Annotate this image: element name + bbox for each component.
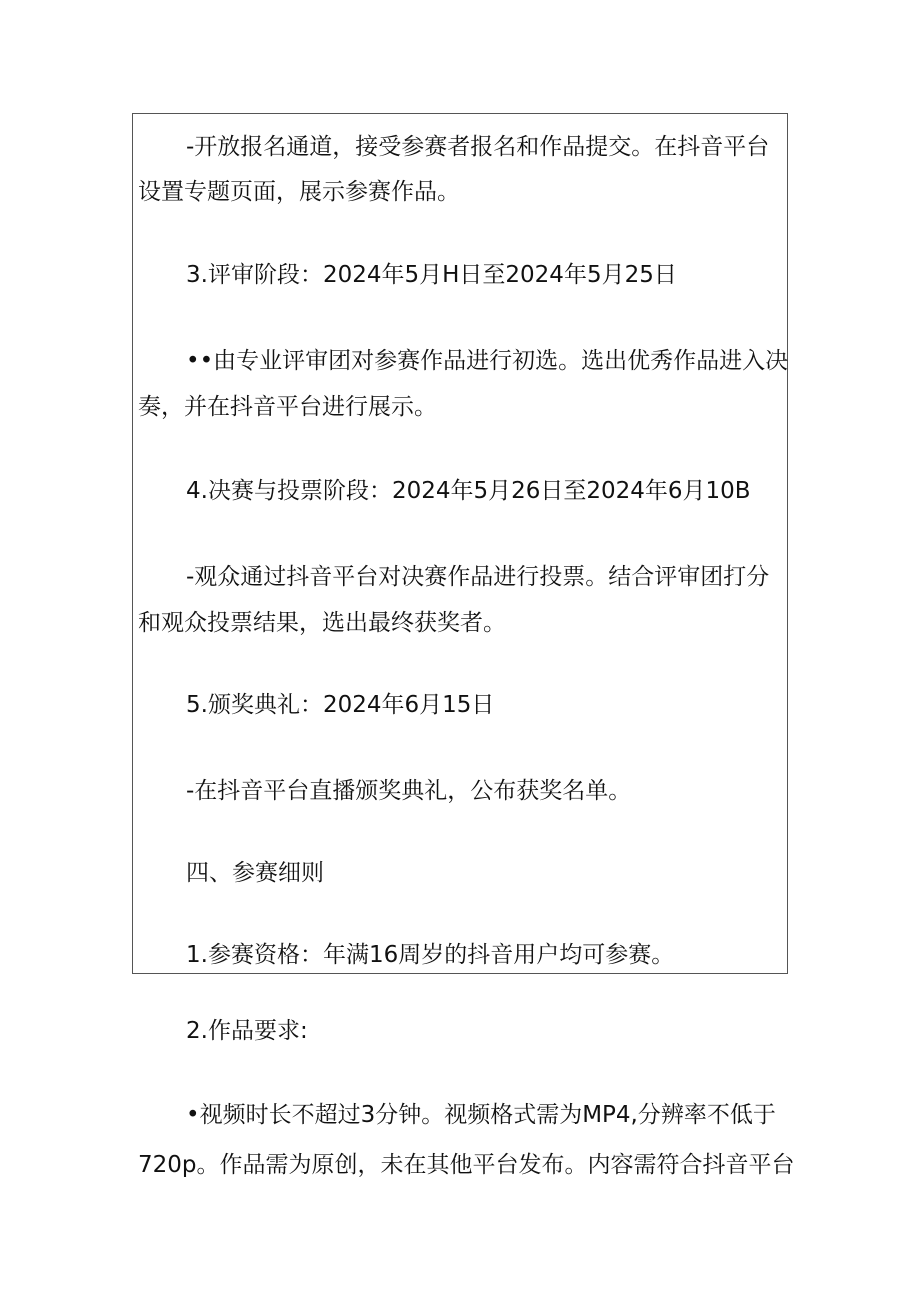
paragraph-line: -观众通过抖音平台对决赛作品进行投票。结合评审团打分	[186, 564, 770, 590]
paragraph-line: 和观众投票结果，选出最终获奖者。	[138, 610, 506, 636]
paragraph-line: ••由专业评审团对参赛作品进行初选。选出优秀作品进入决	[186, 348, 789, 374]
paragraph-line: •视频时长不超过3分钟。视频格式需为MP4,分辨率不低于	[186, 1102, 776, 1128]
paragraph-line: -开放报名通道，接受参赛者报名和作品提交。在抖音平台	[186, 134, 770, 160]
section-heading: 2.作品要求:	[186, 1018, 308, 1044]
content-frame	[132, 113, 788, 974]
section-heading: 5.颁奖典礼：2024年6月15日	[186, 692, 495, 718]
paragraph-line: -在抖音平台直播颁奖典礼，公布获奖名单。	[186, 778, 632, 804]
chapter-heading: 四、参赛细则	[186, 860, 324, 886]
paragraph-line: 1.参赛资格：年满16周岁的抖音用户均可参赛。	[186, 942, 675, 968]
paragraph-line: 奏，并在抖音平台进行展示。	[138, 394, 437, 420]
section-heading: 4.决赛与投票阶段：2024年5月26日至2024年6月10B	[186, 478, 751, 504]
section-heading: 3.评审阶段：2024年5月H日至2024年5月25日	[186, 262, 677, 288]
paragraph-line: 设置专题页面，展示参赛作品。	[138, 179, 460, 205]
paragraph-line: 720p。作品需为原创，未在其他平台发布。内容需符合抖音平台	[138, 1152, 795, 1178]
